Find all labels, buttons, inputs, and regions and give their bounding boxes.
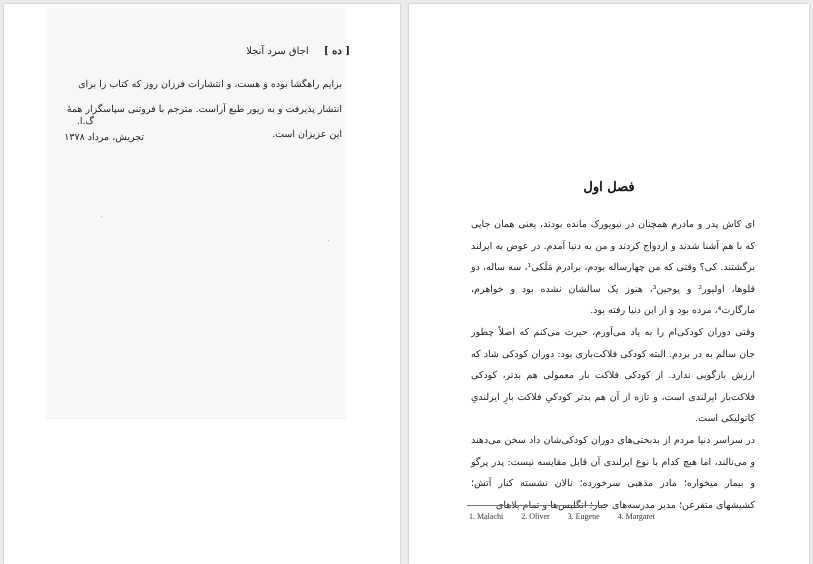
right-page bbox=[409, 4, 809, 564]
footnote: 2. Oliver bbox=[521, 512, 550, 521]
book-title: اجاق سرد آنجلا bbox=[246, 46, 309, 57]
paragraph: وقتی دوران کودکی‌ام را به یاد می‌آورم، حیرت می‌کنم که اصلاً چطور جان سالم به در بردم. البته کودکی فلاکت‌باری بود: دوران کودکی شاد که ارزش بازگویی ندارد. از کودکی فلاکت بار معمولی هم بدتر، کودکی فلاکت‌بار ایرلندی است، و تازه از آن هم بدتر کودکیِ فلاکت بارِ ایرلندیِ کاتولیکی است. bbox=[471, 326, 755, 425]
paragraph: ای کاش پدر و مادرم همچنان در نیویورک مانده بودند، یعنی همان جایی که با هم آشنا شدند و ازدواج کردند و من به دنیا آمدم. در عوض به ایرلند برگشتند. کی؟ وقتی که من چهارساله بودم، برادرم مَلَکی¹، سه ساله، دو قلوها، اولیور² و یوجین³، هنوز یک سالشان نشده بود و خواهرم، مارگارت⁴، مرده بود و از این دنیا رفته بود. bbox=[471, 219, 756, 317]
dateline: تجریش، مرداد ۱۳۷۸ bbox=[64, 132, 144, 143]
translator-initials: گ.ا. bbox=[76, 116, 94, 127]
footnote: 3. Eugene bbox=[567, 512, 600, 521]
footnote: 1. Malachi bbox=[469, 512, 504, 521]
running-header bbox=[90, 46, 350, 57]
chapter-title: فصل اول bbox=[583, 180, 635, 195]
intro-paragraph: برایم راهگشا بوده و هست، و انتشارات فرزان روز که کتاب را برای انتشار پذیرفت و به زیور طبع آراست. مترجم با فروتنی سپاسگزار همهٔ این عزیزان است. bbox=[66, 79, 342, 140]
scan-speck bbox=[101, 216, 102, 217]
chapter-body bbox=[471, 214, 755, 516]
scan-speck bbox=[328, 240, 329, 241]
page-number: [ ده ] bbox=[323, 46, 350, 57]
scanned-page-area bbox=[46, 8, 346, 420]
footnote: 4. Margaret bbox=[617, 512, 655, 521]
left-page bbox=[4, 4, 400, 564]
footnotes bbox=[469, 512, 769, 521]
paragraph: در سراسر دنیا مردم از بدبختی‌های دوران کودکی‌شان داد سخن می‌دهند و می‌نالند، اما هیچ کدام با نوع ایرلندی آن قابل مقایسه نیست: پدر پرگو و بیمار میخواره؛ مادر مذهبی سرخورده؛ نالان نشسته کنار آتش؛ کشیشهای متفرعن؛ مدیر مدرسه‌های جبار؛ انگلیس‌ها و تمام بلاهای bbox=[471, 434, 755, 511]
footnote-divider bbox=[467, 505, 605, 506]
